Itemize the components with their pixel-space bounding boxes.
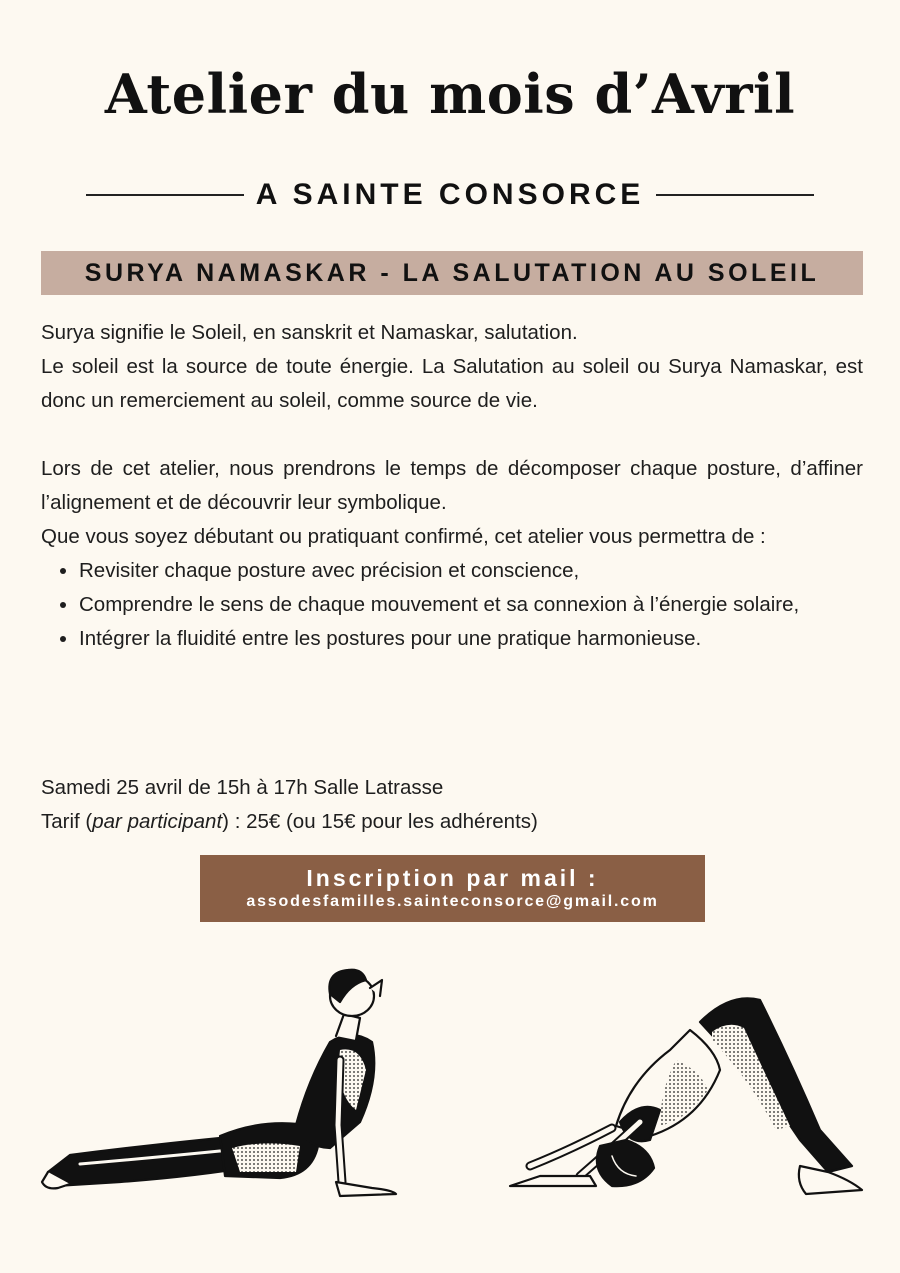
body-text xyxy=(41,316,863,656)
list-item: • Revisiter chaque posture avec précision et conscience, xyxy=(79,554,863,588)
left-divider xyxy=(86,194,244,196)
event-info xyxy=(41,771,863,839)
description-line-2: Que vous soyez débutant ou pratiquant confirmé, cet atelier vous permettra de : xyxy=(41,525,766,548)
downward-dog-pose-figure-icon xyxy=(510,998,862,1194)
date-and-place: Samedi 25 avril de 15h à 17h Salle Latrasse xyxy=(41,776,444,799)
price-line: Tarif (par participant) : 25€ (ou 15€ pour les adhérents) xyxy=(41,810,538,833)
intro-line-2: Le soleil est la source de toute énergie. La Salutation au soleil ou Surya Namaskar, est donc un remerciement au soleil, comme source de vie. xyxy=(41,355,863,412)
registration-email[interactable]: assodesfamilles.sainteconsorce@gmail.com xyxy=(246,892,659,910)
section-banner xyxy=(41,251,863,295)
location-subtitle: A SAINTE CONSORCE xyxy=(255,178,645,211)
intro-line-1: Surya signifie le Soleil, en sanskrit et Namaskar, salutation. xyxy=(41,321,578,344)
benefits-list xyxy=(41,554,863,656)
yoga-illustrations xyxy=(0,950,900,1210)
description-line-1: Lors de cet atelier, nous prendrons le temps de décomposer chaque posture, d’affiner l’alignement et de découvrir leur symbolique. xyxy=(41,457,863,514)
list-item: • Comprendre le sens de chaque mouvement et sa connexion à l’énergie solaire, xyxy=(79,588,863,622)
subtitle-row xyxy=(86,170,814,220)
cobra-pose-figure-icon xyxy=(42,970,396,1196)
registration-label: Inscription par mail : xyxy=(306,864,599,891)
banner-label: SURYA NAMASKAR - LA SALUTATION AU SOLEIL xyxy=(84,258,820,287)
registration-box xyxy=(200,855,705,922)
page-title: Atelier du mois d’Avril xyxy=(104,62,796,126)
right-divider xyxy=(656,194,814,196)
list-item: • Intégrer la fluidité entre les postures pour une pratique harmonieuse. xyxy=(79,622,863,656)
